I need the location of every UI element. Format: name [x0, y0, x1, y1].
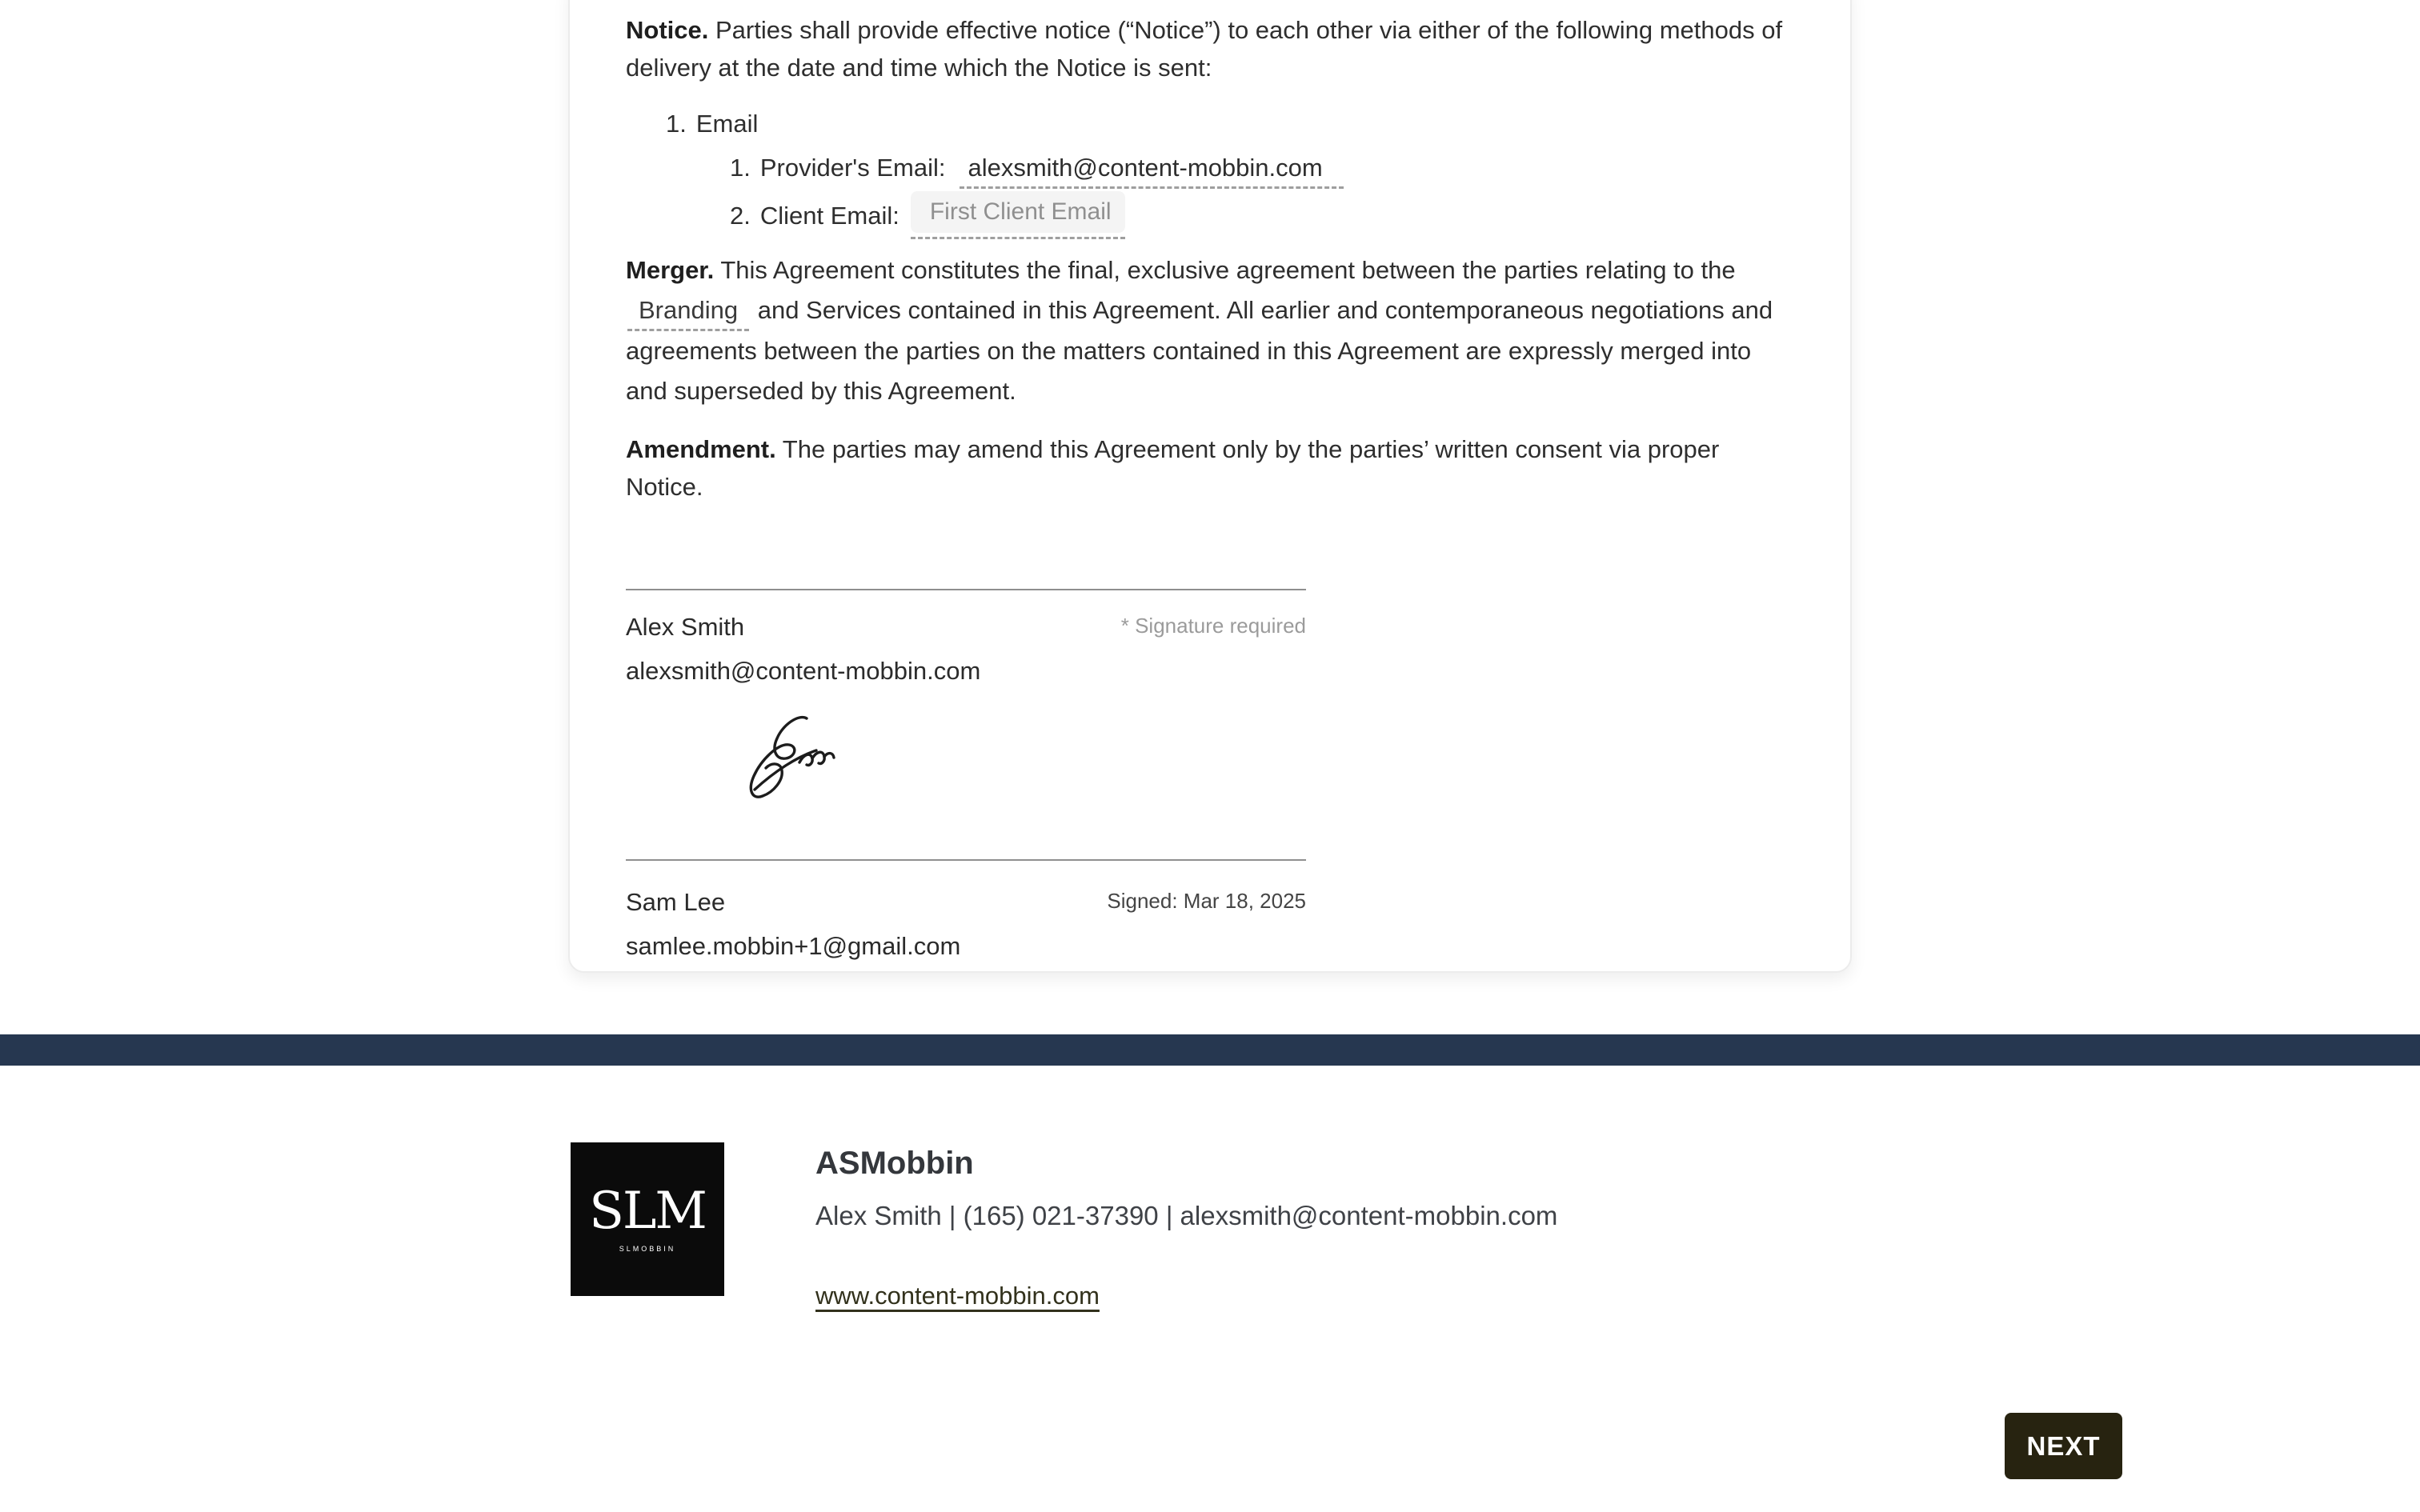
contract-document-card — [568, 0, 1852, 973]
client-signer-name: Sam Lee — [626, 888, 726, 916]
navy-divider-bar — [0, 1034, 2420, 1066]
provider-signature-block — [626, 589, 1306, 690]
footer-info — [815, 1142, 1557, 1310]
signed-date-note: Signed: Mar 18, 2025 — [1107, 889, 1306, 913]
client-email-row — [730, 191, 1793, 239]
amendment-paragraph — [626, 430, 1793, 506]
notice-label: Notice. — [626, 16, 709, 44]
provider-email-row — [730, 149, 1793, 186]
signature-line — [626, 589, 1306, 590]
provider-email-field[interactable]: alexsmith@content-mobbin.com — [960, 154, 1343, 189]
provider-signer-name: Alex Smith — [626, 613, 745, 641]
merger-paragraph — [626, 250, 1793, 411]
company-logo-monogram: SLM — [589, 1182, 706, 1241]
website-link[interactable]: www.content-mobbin.com — [815, 1282, 1100, 1310]
branding-field[interactable]: Branding — [627, 295, 749, 331]
company-name: ASMobbin — [815, 1146, 974, 1181]
footer-signature-block — [571, 1142, 1557, 1310]
client-email-field-wrap — [911, 191, 1125, 239]
client-signature-block — [626, 712, 1306, 965]
signature-required-note: * Signature required — [1120, 614, 1306, 638]
client-email-input[interactable] — [911, 191, 1125, 233]
provider-email-label: Provider's Email: — [759, 154, 946, 182]
handwritten-signature-image — [728, 712, 866, 808]
list-label: Email — [695, 110, 759, 138]
merger-label: Merger. — [626, 256, 715, 284]
next-button[interactable]: NEXT — [2005, 1413, 2122, 1479]
company-logo — [571, 1142, 724, 1296]
provider-row-number: 1. — [730, 154, 751, 182]
contact-line: Alex Smith | (165) 021-37390 | alexsmith@content-mobbin.com — [815, 1201, 1558, 1230]
client-row-number: 2. — [730, 201, 751, 230]
provider-signer-email: alexsmith@content-mobbin.com — [626, 657, 981, 685]
notice-text: Parties shall provide effective notice (“Notice”) to each other via either of the following methods of delivery at the date and time which the Notice is sent: — [626, 16, 1783, 82]
amendment-text: The parties may amend this Agreement only by the parties’ written consent via proper Notice. — [626, 435, 1720, 501]
list-item-email — [666, 105, 1793, 142]
list-number: 1. — [666, 110, 687, 138]
client-signer-email: samlee.mobbin+1@gmail.com — [626, 932, 961, 960]
amendment-label: Amendment. — [626, 435, 776, 463]
merger-text-1: This Agreement constitutes the final, exclusive agreement between the parties relating to the — [714, 256, 1736, 284]
notice-paragraph — [626, 11, 1793, 86]
company-logo-subtext: SLMOBBIN — [619, 1245, 676, 1253]
merger-text-2: and Services contained in this Agreement. All earlier and contemporaneous negotiations and agreements between the parties on the matters contained in this Agreement are expressly merged into and superseded by this Agreement. — [626, 296, 1773, 405]
signature-line — [626, 859, 1306, 861]
client-email-label: Client Email: — [759, 201, 899, 230]
